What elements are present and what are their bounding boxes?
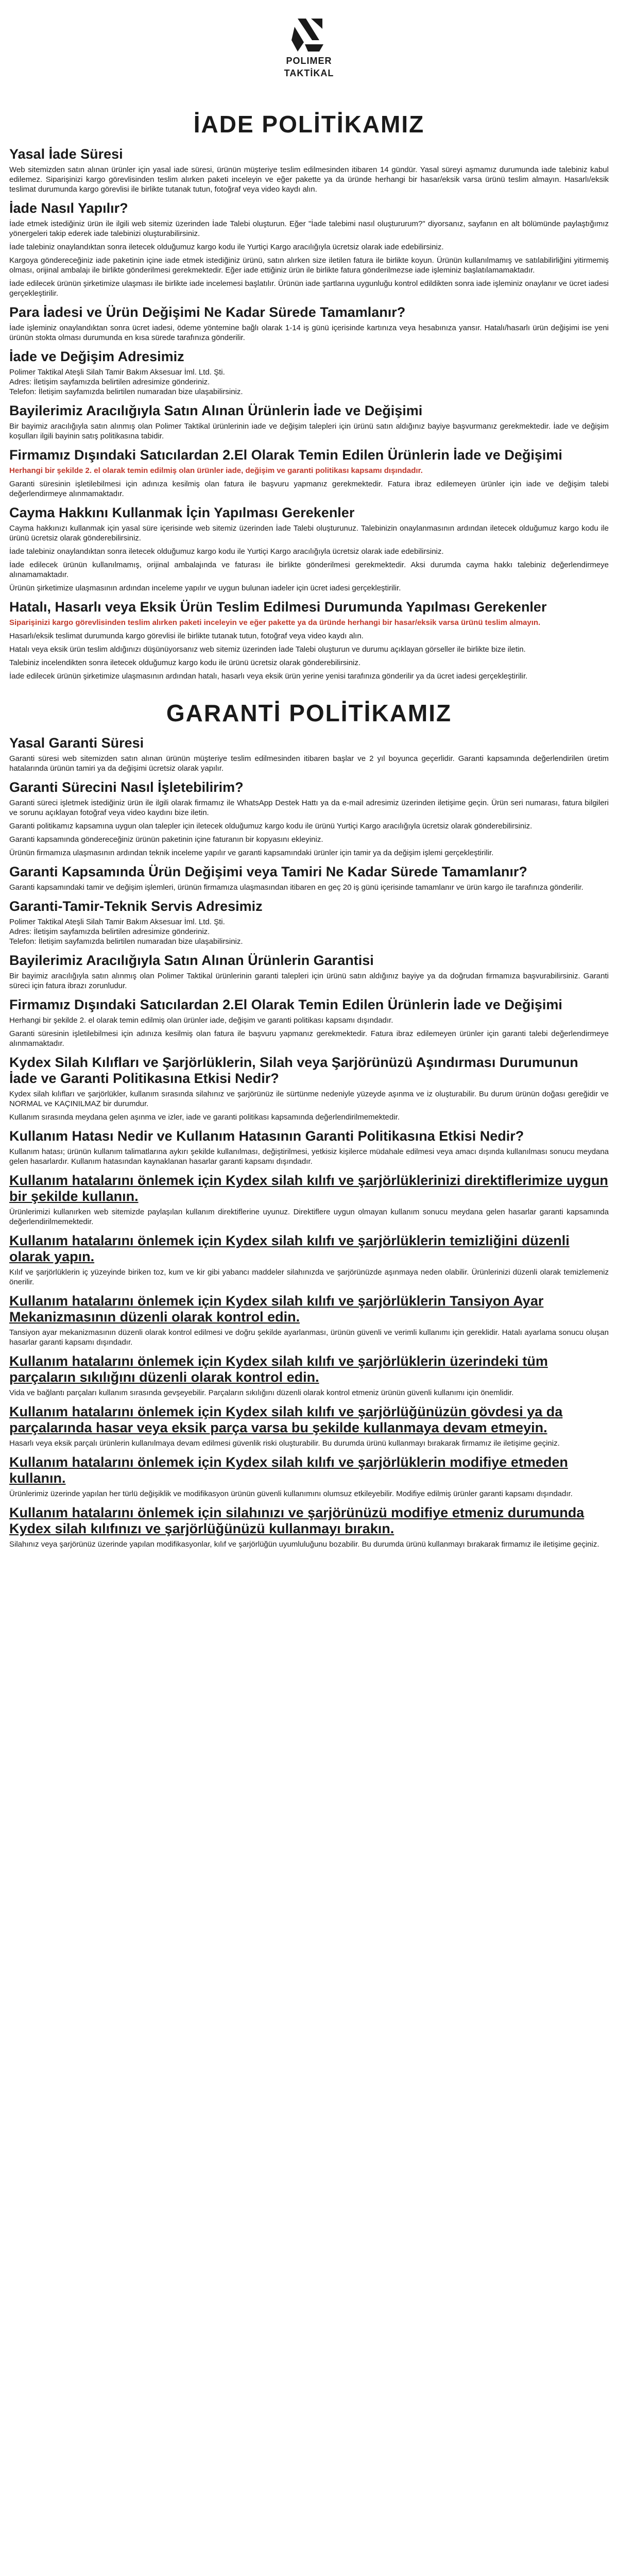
section-text: Bir bayimiz aracılığıyla satın alınmış olan Polimer Taktikal ürünlerinin iade ve değişim talepleri için ürünü satın aldığınız bayiye başvurmanız gerekmektedir. İade ve değişim koşulları ilgili bayinin satış politikasına tabidir. xyxy=(9,422,609,440)
section-text: Kullanım sırasında meydana gelen aşınma ve izler, iade ve garanti politikası kapsamında değerlendirilmemektedir. xyxy=(9,1113,400,1122)
section-heading: İade Nasıl Yapılır? xyxy=(9,200,128,216)
section-heading: Firmamız Dışındaki Satıcılardan 2.El Olarak Temin Edilen Ürünlerin İade ve Değişimi xyxy=(9,997,562,1012)
section-text: Tansiyon ayar mekanizmasının düzenli olarak kontrol edilmesi ve doğru şekilde ayarlanması, ürünün güvenli ve verimli kullanımı için gereklidir. Hatalı ayarlama sonucu oluşan hasarlar garanti kapsamı dışındadır. xyxy=(9,1328,609,1347)
section-heading: Kullanım hatalarını önlemek için Kydex silah kılıfı ve şarjörlüğünüzün gövdesi ya da parçalarında hasar veya eksik parça varsa bu şekilde kullanmaya devam etmeyin. xyxy=(9,1404,563,1435)
section-heading: İade ve Değişim Adresimiz xyxy=(9,349,184,364)
section-text: Hasarlı veya eksik parçalı ürünlerin kullanılmaya devam edilmesi güvenlik riski oluşturabilir. Bu durumda ürünü kullanmayı bırakarak firmamız ile iletişime geçiniz. xyxy=(9,1439,560,1448)
section-heading: Garanti-Tamir-Teknik Servis Adresimiz xyxy=(9,899,263,914)
spacer xyxy=(9,685,609,692)
section-heading: Kullanım hatalarını önlemek için Kydex silah kılıfı ve şarjörlüklerin temizliğini düzenli olarak yapın. xyxy=(9,1233,570,1264)
service-address xyxy=(9,917,609,946)
section-text: Kargoya göndereceğiniz iade paketinin içine iade etmek istediğiniz ürünü, satın alırken size iletilen fatura ile birlikte koyun. Ürünün kullanılmamış ve satılabilirliğini yitirmemiş olması, orijinal ambalajı ile birlikte gönderilmesi gerekmektedir. Eğer iade ettiğiniz ürün ile birlikte fatura gönderilmezse iade işleminiz başlatılamamaktadır. xyxy=(9,256,609,275)
section-text: Kydex silah kılıfları ve şarjörlükler, kullanım sırasında silahınız ve şarjörünüz ile sürtünme nedeniyle yüzeyde aşınma ve iz oluşturabilir. Bu durum ürünün doğası gereğidir ve NORMAL ve KAÇINILMAZ bir durumdur. xyxy=(9,1090,609,1108)
section-text: Herhangi bir şekilde 2. el olarak temin edilmiş olan ürünler iade, değişim ve garanti politikası kapsamı dışındadır. xyxy=(9,1016,393,1025)
section-text: Cayma hakkınızı kullanmak için yasal süre içerisinde web sitemiz üzerinden İade Talebi oluşturunuz. Talebinizin onaylanmasının ardından iletecek olduğumuz kargo kodu ile ürünü ücretsiz olarak gönderebilirsiniz. xyxy=(9,524,609,543)
address-line: Telefon: İletişim sayfamızda belirtilen numaradan bize ulaşabilirsiniz. xyxy=(9,937,243,946)
section-heading: Kydex Silah Kılıfları ve Şarjörlüklerin, Silah veya Şarjörünüzü Aşındırması Durumunun İade ve Garanti Politikasına Etkisi Nedir? xyxy=(9,1055,578,1086)
section-text: Garanti politikamız kapsamına uygun olan talepler için iletecek olduğumuz kargo kodu ile ürünü Yurtiçi Kargo aracılığıyla ücretsiz olarak gönderebilirsiniz. xyxy=(9,822,533,831)
section-text: Silahınız veya şarjörünüz üzerinde yapılan modifikasyonlar, kılıf ve şarjörlüğün uyumluluğunu bozabilir. Bu durumda ürünü kullanmayı bırakarak firmamız ile iletişime geçiniz. xyxy=(9,1540,599,1549)
section-heading: Firmamız Dışındaki Satıcılardan 2.El Olarak Temin Edilen Ürünlerin İade ve Değişimi xyxy=(9,447,562,463)
section-text: İade edilecek ürünün şirketimize ulaşması ile birlikte iade incelemesi başlatılır. Ürünün iade şartlarına uygunluğu kontrol edildikten sonra iade işleminiz onaylanır ve ücret iadesi gerçekleştirilir. xyxy=(9,279,609,298)
section-heading: Para İadesi ve Ürün Değişimi Ne Kadar Sürede Tamamlanır? xyxy=(9,304,406,320)
warning-text: Siparişinizi kargo görevlisinden teslim alırken paketi inceleyin ve eğer pakette ya da üründe herhangi bir hasar/eksik varsa ürünü teslim almayın. xyxy=(9,618,541,627)
section-text: Kullanım hatası; ürünün kullanım talimatlarına aykırı şekilde kullanılması, değiştirilmesi, yetkisiz kişilerce müdahale edilmesi veya amacı dışında kullanılması sonucu meydana gelen hasarlardır. Kullanım hatasından kaynaklanan hasarlar garanti kapsamı dışındadır. xyxy=(9,1147,609,1166)
address-line: Adres: İletişim sayfamızda belirtilen adresimize gönderiniz. xyxy=(9,378,210,386)
address-line: Polimer Taktikal Ateşli Silah Tamir Bakım Aksesuar İml. Ltd. Şti. xyxy=(9,918,225,926)
section-text: Garanti süresinin işletilebilmesi için adınıza kesilmiş olan fatura ile başvuru yapmanız gerekmektedir. Fatura ibraz edilemeyen ürünler için iade ve değişim talebi değerlendirmeye alınmamaktadır. xyxy=(9,480,609,498)
address-line: Telefon: İletişim sayfamızda belirtilen numaradan bize ulaşabilirsiniz. xyxy=(9,387,243,396)
section-heading: Garanti Sürecini Nasıl İşletebilirim? xyxy=(9,779,244,795)
section-text: Ürünlerimiz üzerinde yapılan her türlü değişiklik ve modifikasyon ürünün güvenli kullanımını olumsuz etkileyebilir. Modifiye edilmiş ürünler garanti kapsamı dışındadır. xyxy=(9,1489,573,1498)
section-text: Ürünün şirketimize ulaşmasının ardından inceleme yapılır ve uygun bulunan iadeler için ücret iadesi gerçekleştirilir. xyxy=(9,584,401,592)
section-text: Ürünün firmamıza ulaşmasının ardından teknik inceleme yapılır ve garanti kapsamındaki ürünler için tamir ya da değişim işlemi gerçekleştirilir. xyxy=(9,849,494,857)
section-text: Bir bayimiz aracılığıyla satın alınmış olan Polimer Taktikal ürünlerinin garanti talepleri için ürünü satın aldığınız bayiye ya da doğrudan firmamıza başvurabilirsiniz. Garanti süreci için fatura ibrazı zorunludur. xyxy=(9,972,609,990)
section-text: Hatalı veya eksik ürün teslim aldığınızı düşünüyorsanız web sitemiz üzerinden İade Talebi oluşturun ve durumu açıklayan görseller ile birlikte bize iletin. xyxy=(9,645,526,654)
section-heading: Cayma Hakkını Kullanmak İçin Yapılması Gerekenler xyxy=(9,505,355,520)
section-heading: Kullanım hatalarını önlemek için Kydex silah kılıfı ve şarjörlüklerinizi direktiflerimize uygun bir şekilde kullanın. xyxy=(9,1173,608,1204)
section-heading: Kullanım hatalarını önlemek için Kydex silah kılıfı ve şarjörlüklerin üzerindeki tüm parçaların sıkılığını düzenli olarak kontrol edin. xyxy=(9,1353,548,1385)
section-heading: Bayilerimiz Aracılığıyla Satın Alınan Ürünlerin Garantisi xyxy=(9,953,374,968)
return-policy-title: İADE POLİTİKAMIZ xyxy=(193,111,425,138)
section-text: Garanti kapsamındaki tamir ve değişim işlemleri, ürünün firmamıza ulaşmasından itibaren en geç 20 iş günü içerisinde tamamlanır ve ürün kargo ile tarafınıza gönderilir. xyxy=(9,883,583,892)
brand-name-line2: TAKTİKAL xyxy=(284,68,334,78)
section-heading: Kullanım hatalarını önlemek için Kydex silah kılıfı ve şarjörlüklerin Tansiyon Ayar Mekanizmasının düzenli olarak kontrol edin. xyxy=(9,1293,544,1325)
warning-text: Herhangi bir şekilde 2. el olarak temin edilmiş olan ürünler iade, değişim ve garanti politikası kapsamı dışındadır. xyxy=(9,466,423,475)
address-line: Polimer Taktikal Ateşli Silah Tamir Bakım Aksesuar İml. Ltd. Şti. xyxy=(9,368,225,377)
section-text: İade işleminiz onaylandıktan sonra ücret iadesi, ödeme yöntemine bağlı olarak 1-14 iş günü içerisinde kartınıza veya hesabınıza yansır. Hatalı/hasarlı ürün değişimi ise yeni ürünün stokta olması durumunda en kısa sürede tarafınıza gönderilir. xyxy=(9,324,609,342)
section-heading: Kullanım Hatası Nedir ve Kullanım Hatasının Garanti Politikasına Etkisi Nedir? xyxy=(9,1128,524,1144)
section-heading: Kullanım hatalarını önlemek için silahınızı ve şarjörünüzü modifiye etmeniz durumunda Kydex silah kılıfınızı ve şarjörlüğünüzü kullanmayı bırakın. xyxy=(9,1505,585,1536)
section-text: İade etmek istediğiniz ürün ile ilgili web sitemiz üzerinden İade Talebi oluşturun. Eğer "İade talebimi nasıl oluştururum?" diyorsanız, sayfanın en alt bölümünde paylaştığımız yönergeleri takip ederek iade talebinizi oluşturabilirsiniz. xyxy=(9,219,609,238)
section-text: Hasarlı/eksik teslimat durumunda kargo görevlisi ile birlikte tutanak tutun, fotoğraf veya video kaydı alın. xyxy=(9,632,364,640)
section-text: Garanti kapsamında göndereceğiniz ürünün paketinin içine faturanın bir kopyasını ekleyiniz. xyxy=(9,835,323,844)
section-heading: Kullanım hatalarını önlemek için Kydex silah kılıfı ve şarjörlüklerin modifiye etmeden kullanın. xyxy=(9,1454,568,1486)
section-text: Web sitemizden satın alınan ürünler için yasal iade süresi, ürünün müşteriye teslim edilmesinden itibaren 14 gündür. Yasal süreyi aşmamız durumunda iade talebiniz kabul edilemez. Siparişinizi kargo görevlisinden teslim alırken paketi inceleyin ve eğer pakette ya da üründe herhangi bir hasar/eksik varsa ürünü teslim almayın. Hasarlı/eksik teslimat durumunda kargo görevlisi ile birlikte tutanak tutun, fotoğraf veya video kaydı alın. xyxy=(9,165,609,194)
section-text: Garanti süresinin işletilebilmesi için adınıza kesilmiş olan fatura ile başvuru yapmanız gerekmektedir. Fatura ibraz edilemeyen ürünler için garanti talebi değerlendirmeye alınmamaktadır. xyxy=(9,1029,609,1048)
return-address xyxy=(9,367,609,397)
brand-mark-icon xyxy=(290,16,328,54)
section-text: İade talebiniz onaylandıktan sonra iletecek olduğumuz kargo kodu ile Yurtiçi Kargo aracılığıyla ücretsiz olarak iade edebilirsiniz. xyxy=(9,547,444,556)
brand-logo[interactable] xyxy=(9,0,609,103)
address-line: Adres: İletişim sayfamızda belirtilen adresimize gönderiniz. xyxy=(9,927,210,936)
section-text: Garanti süresi web sitemizden satın alınan ürünün müşteriye teslim edilmesinden itibaren başlar ve 2 yıl boyunca geçerlidir. Garanti kapsamında değerlendirilen üretim hatalarında ürünün tamiri ya da değişimi ücretsiz olarak yapılır. xyxy=(9,754,609,773)
section-text: Kılıf ve şarjörlüklerin iç yüzeyinde biriken toz, kum ve kir gibi yabancı maddeler silahınızda ve şarjörünüzde aşınmaya neden olabilir. Ürünlerinizi düzenli olarak temizlemeniz önerilir. xyxy=(9,1268,609,1286)
section-heading: Bayilerimiz Aracılığıyla Satın Alınan Ürünlerin İade ve Değişimi xyxy=(9,403,423,418)
section-text: Garanti süreci işletmek istediğiniz ürün ile ilgili olarak firmamız ile WhatsApp Destek Hattı ya da e-mail adresimiz üzerinden iletişime geçin. Ürün seri numarası, fatura bilgileri ve sorunu açıklayan fotoğraf veya video kaydını bize iletin. xyxy=(9,799,609,817)
brand-name-line1: POLIMER xyxy=(286,56,332,66)
section-text: Vida ve bağlantı parçaları kullanım sırasında gevşeyebilir. Parçaların sıkılığını düzenli olarak kontrol etmeniz ürünün güvenli kullanımı için önemlidir. xyxy=(9,1388,514,1397)
section-heading: Garanti Kapsamında Ürün Değişimi veya Tamiri Ne Kadar Sürede Tamamlanır? xyxy=(9,864,527,879)
section-heading: Yasal İade Süresi xyxy=(9,146,123,162)
warranty-policy-title: GARANTİ POLİTİKAMIZ xyxy=(166,700,452,726)
section-text: İade edilecek ürünün şirketimize ulaşmasının ardından hatalı, hasarlı veya eksik ürün yerine yenisi tarafınıza gönderilir ya da ücret iadesi gerçekleştirilir. xyxy=(9,672,528,681)
section-text: İade edilecek ürünün kullanılmamış, orijinal ambalajında ve faturası ile birlikte gönderilmesi gerekmektedir. Aksi durumda cayma hakkı talebiniz değerlendirmeye alınamamaktadır. xyxy=(9,561,609,579)
section-heading: Hatalı, Hasarlı veya Eksik Ürün Teslim Edilmesi Durumunda Yapılması Gerekenler xyxy=(9,599,547,615)
section-text: Ürünlerimizi kullanırken web sitemizde paylaşılan kullanım direktiflerine uyunuz. Direktiflere uygun olmayan kullanım sonucu meydana gelen hasarlar garanti kapsamında değerlendirilmemektedir. xyxy=(9,1208,609,1226)
section-text: İade talebiniz onaylandıktan sonra iletecek olduğumuz kargo kodu ile Yurtiçi Kargo aracılığıyla ücretsiz olarak iade edebilirsiniz. xyxy=(9,243,444,251)
section-text: Talebiniz incelendikten sonra iletecek olduğumuz kargo kodu ile ürünü ücretsiz olarak gönderebilirsiniz. xyxy=(9,658,361,667)
section-heading: Yasal Garanti Süresi xyxy=(9,735,144,751)
